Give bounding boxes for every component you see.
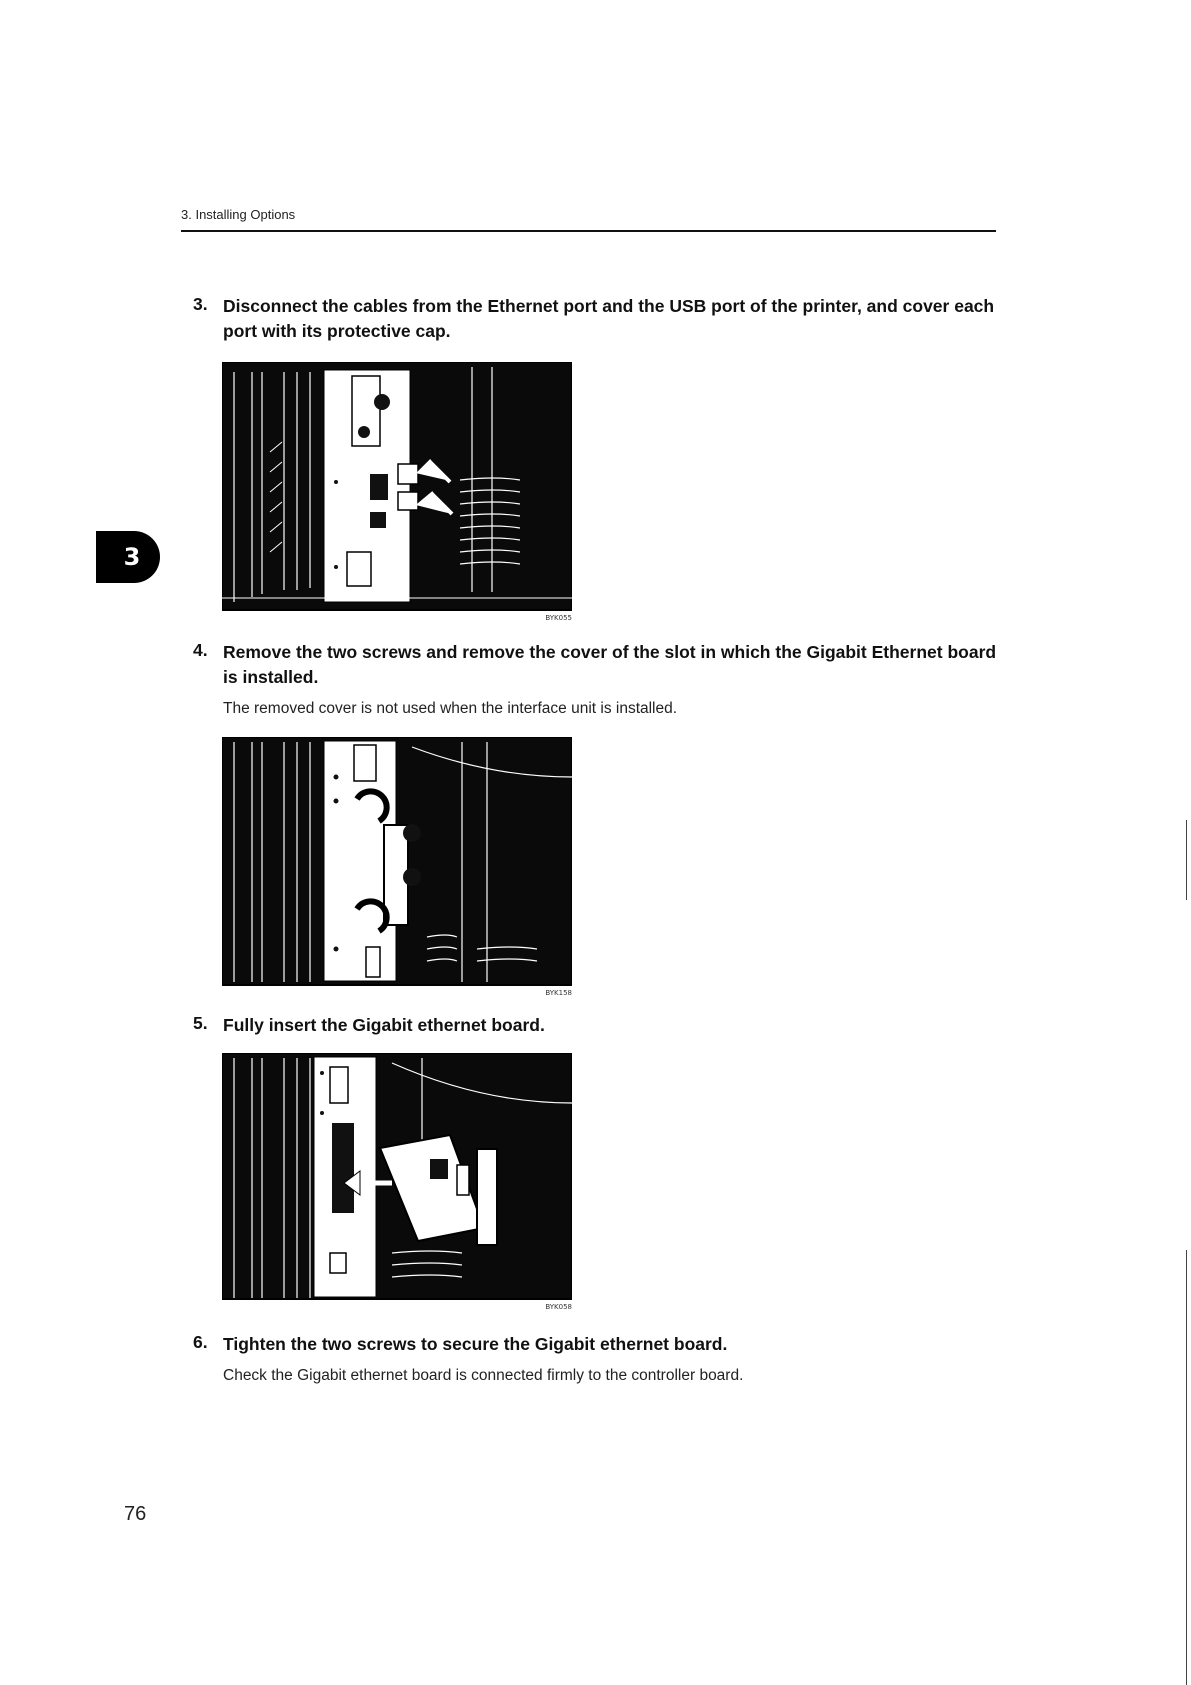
figure-code: BYK058 <box>545 1303 572 1311</box>
step-title: Tighten the two screws to secure the Gigabit ethernet board. <box>223 1334 728 1354</box>
figure-code: BYK158 <box>545 989 572 997</box>
insert-board-illustration <box>222 1053 572 1303</box>
step-3 <box>193 294 1005 344</box>
figure-remove-cover <box>222 737 572 997</box>
figure-code: BYK055 <box>545 614 572 622</box>
step-number: 3. <box>193 294 208 314</box>
step-note: Check the Gigabit ethernet board is connected firmly to the controller board. <box>223 1367 744 1384</box>
figure-disconnect-cables <box>222 362 572 622</box>
step-note: The removed cover is not used when the interface unit is installed. <box>223 700 678 717</box>
header-rule <box>181 230 996 232</box>
step-number: 4. <box>193 640 208 660</box>
step-number: 5. <box>193 1013 208 1033</box>
chapter-tab: 3 <box>96 531 160 583</box>
step-title: Remove the two screws and remove the cover of the slot in which the Gigabit Ethernet board is installed. <box>223 642 997 687</box>
page-number: 76 <box>124 1503 147 1525</box>
slot-cover-illustration <box>222 737 572 987</box>
figure-insert-board <box>222 1053 572 1311</box>
scan-margin-mark <box>1186 1250 1187 1685</box>
step-6 <box>193 1332 1005 1385</box>
step-title: Disconnect the cables from the Ethernet port and the USB port of the printer, and cover each port with its protective cap. <box>223 296 995 341</box>
step-5 <box>193 1013 1005 1038</box>
running-header: 3. Installing Options <box>181 207 296 222</box>
step-4 <box>193 640 1005 718</box>
printer-ports-illustration <box>222 362 572 612</box>
step-number: 6. <box>193 1332 208 1352</box>
scan-margin-mark <box>1186 820 1187 900</box>
step-title: Fully insert the Gigabit ethernet board. <box>223 1015 545 1035</box>
